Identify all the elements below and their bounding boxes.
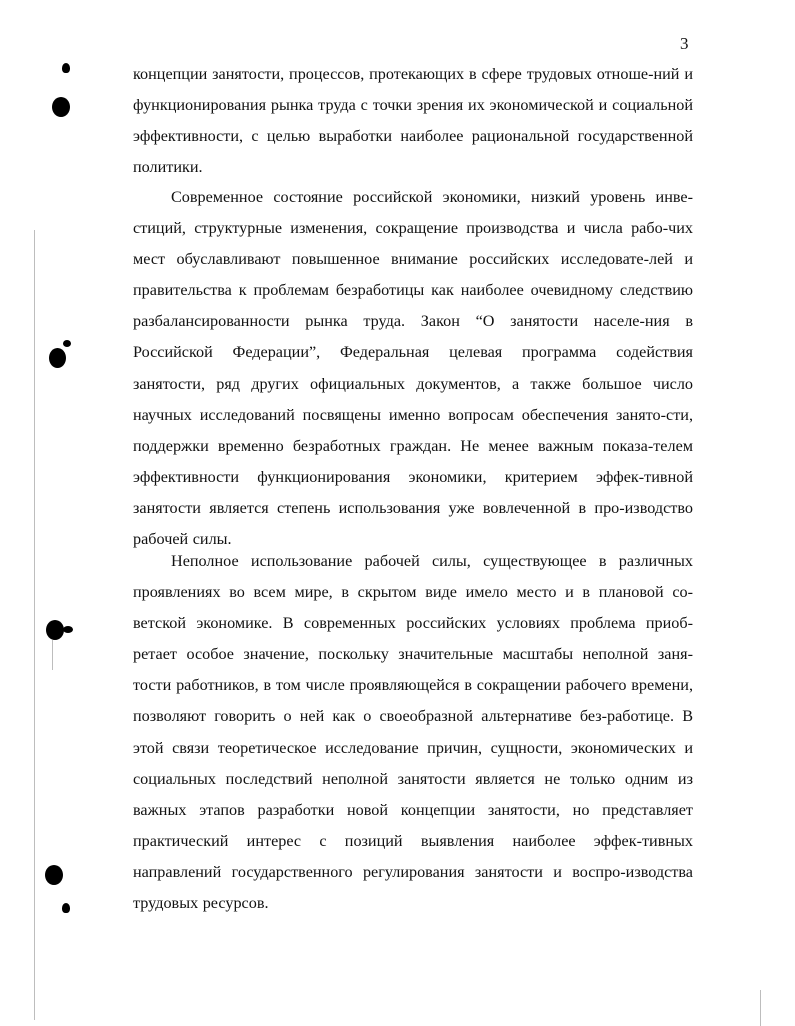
- binder-hole: [45, 865, 63, 885]
- binder-hole: [52, 97, 70, 117]
- binder-mark: [63, 626, 73, 633]
- binder-mark: [62, 63, 70, 73]
- binder-hole: [46, 620, 64, 640]
- paragraph: Современное состояние российской экономики, низкий уровень инве-стиций, структурные изменения, сокращение производства и числа рабо-чих мест обуславливают повышенное внимание российских исследовате-лей и правительства к проблемам безработицы как наиболее очевидному следствию разбалансированности рынка труда. Закон “О занятости населе-ния в Российской Федерации”, Федеральная целевая программа содействия занятости, ряд других официальных документов, а также большое число научных исследований посвящены именно вопросам обеспечения занято-сти, поддержки временно безработных граждан. Не менее важным показа-телем эффективности функционирования экономики, критерием эффек-тивной занятости является степень использования уже вовлеченной в про-изводство рабочей силы.: [133, 188, 693, 549]
- page-number: 3: [680, 34, 689, 53]
- scan-edge-line: [760, 990, 761, 1026]
- scan-edge-line: [34, 230, 35, 1020]
- paragraph-continued: концепции занятости, процессов, протекающих в сфере трудовых отноше-ний и функционирования рынка труда с точки зрения их экономической и социальной эффективности, с целью выработки наиболее рациональной государственной политики.: [133, 65, 693, 177]
- binder-mark: [62, 903, 70, 913]
- paragraph: Неполное использование рабочей силы, существующее в различных проявлениях во всем мире, в скрытом виде имело место и в плановой со-ветской экономике. В современных российских условиях проблема приоб-ретает особое значение, поскольку значительные масштабы неполной заня-тости работников, в том числе проявляющейся в сокращении рабочего времени, позволяют говорить о ней как о своеобразной альтернативе без-работице. В этой связи теоретическое исследование причин, сущности, экономических и социальных последствий неполной занятости является не только одним из важных этапов разработки новой концепции занятости, но представляет практический интерес с позиций выявления наиболее эффек-тивных направлений государственного регулирования занятости и воспро-изводства трудовых ресурсов.: [133, 552, 693, 913]
- binder-hole: [49, 348, 66, 368]
- scan-edge-line: [52, 640, 53, 670]
- binder-mark: [63, 340, 71, 347]
